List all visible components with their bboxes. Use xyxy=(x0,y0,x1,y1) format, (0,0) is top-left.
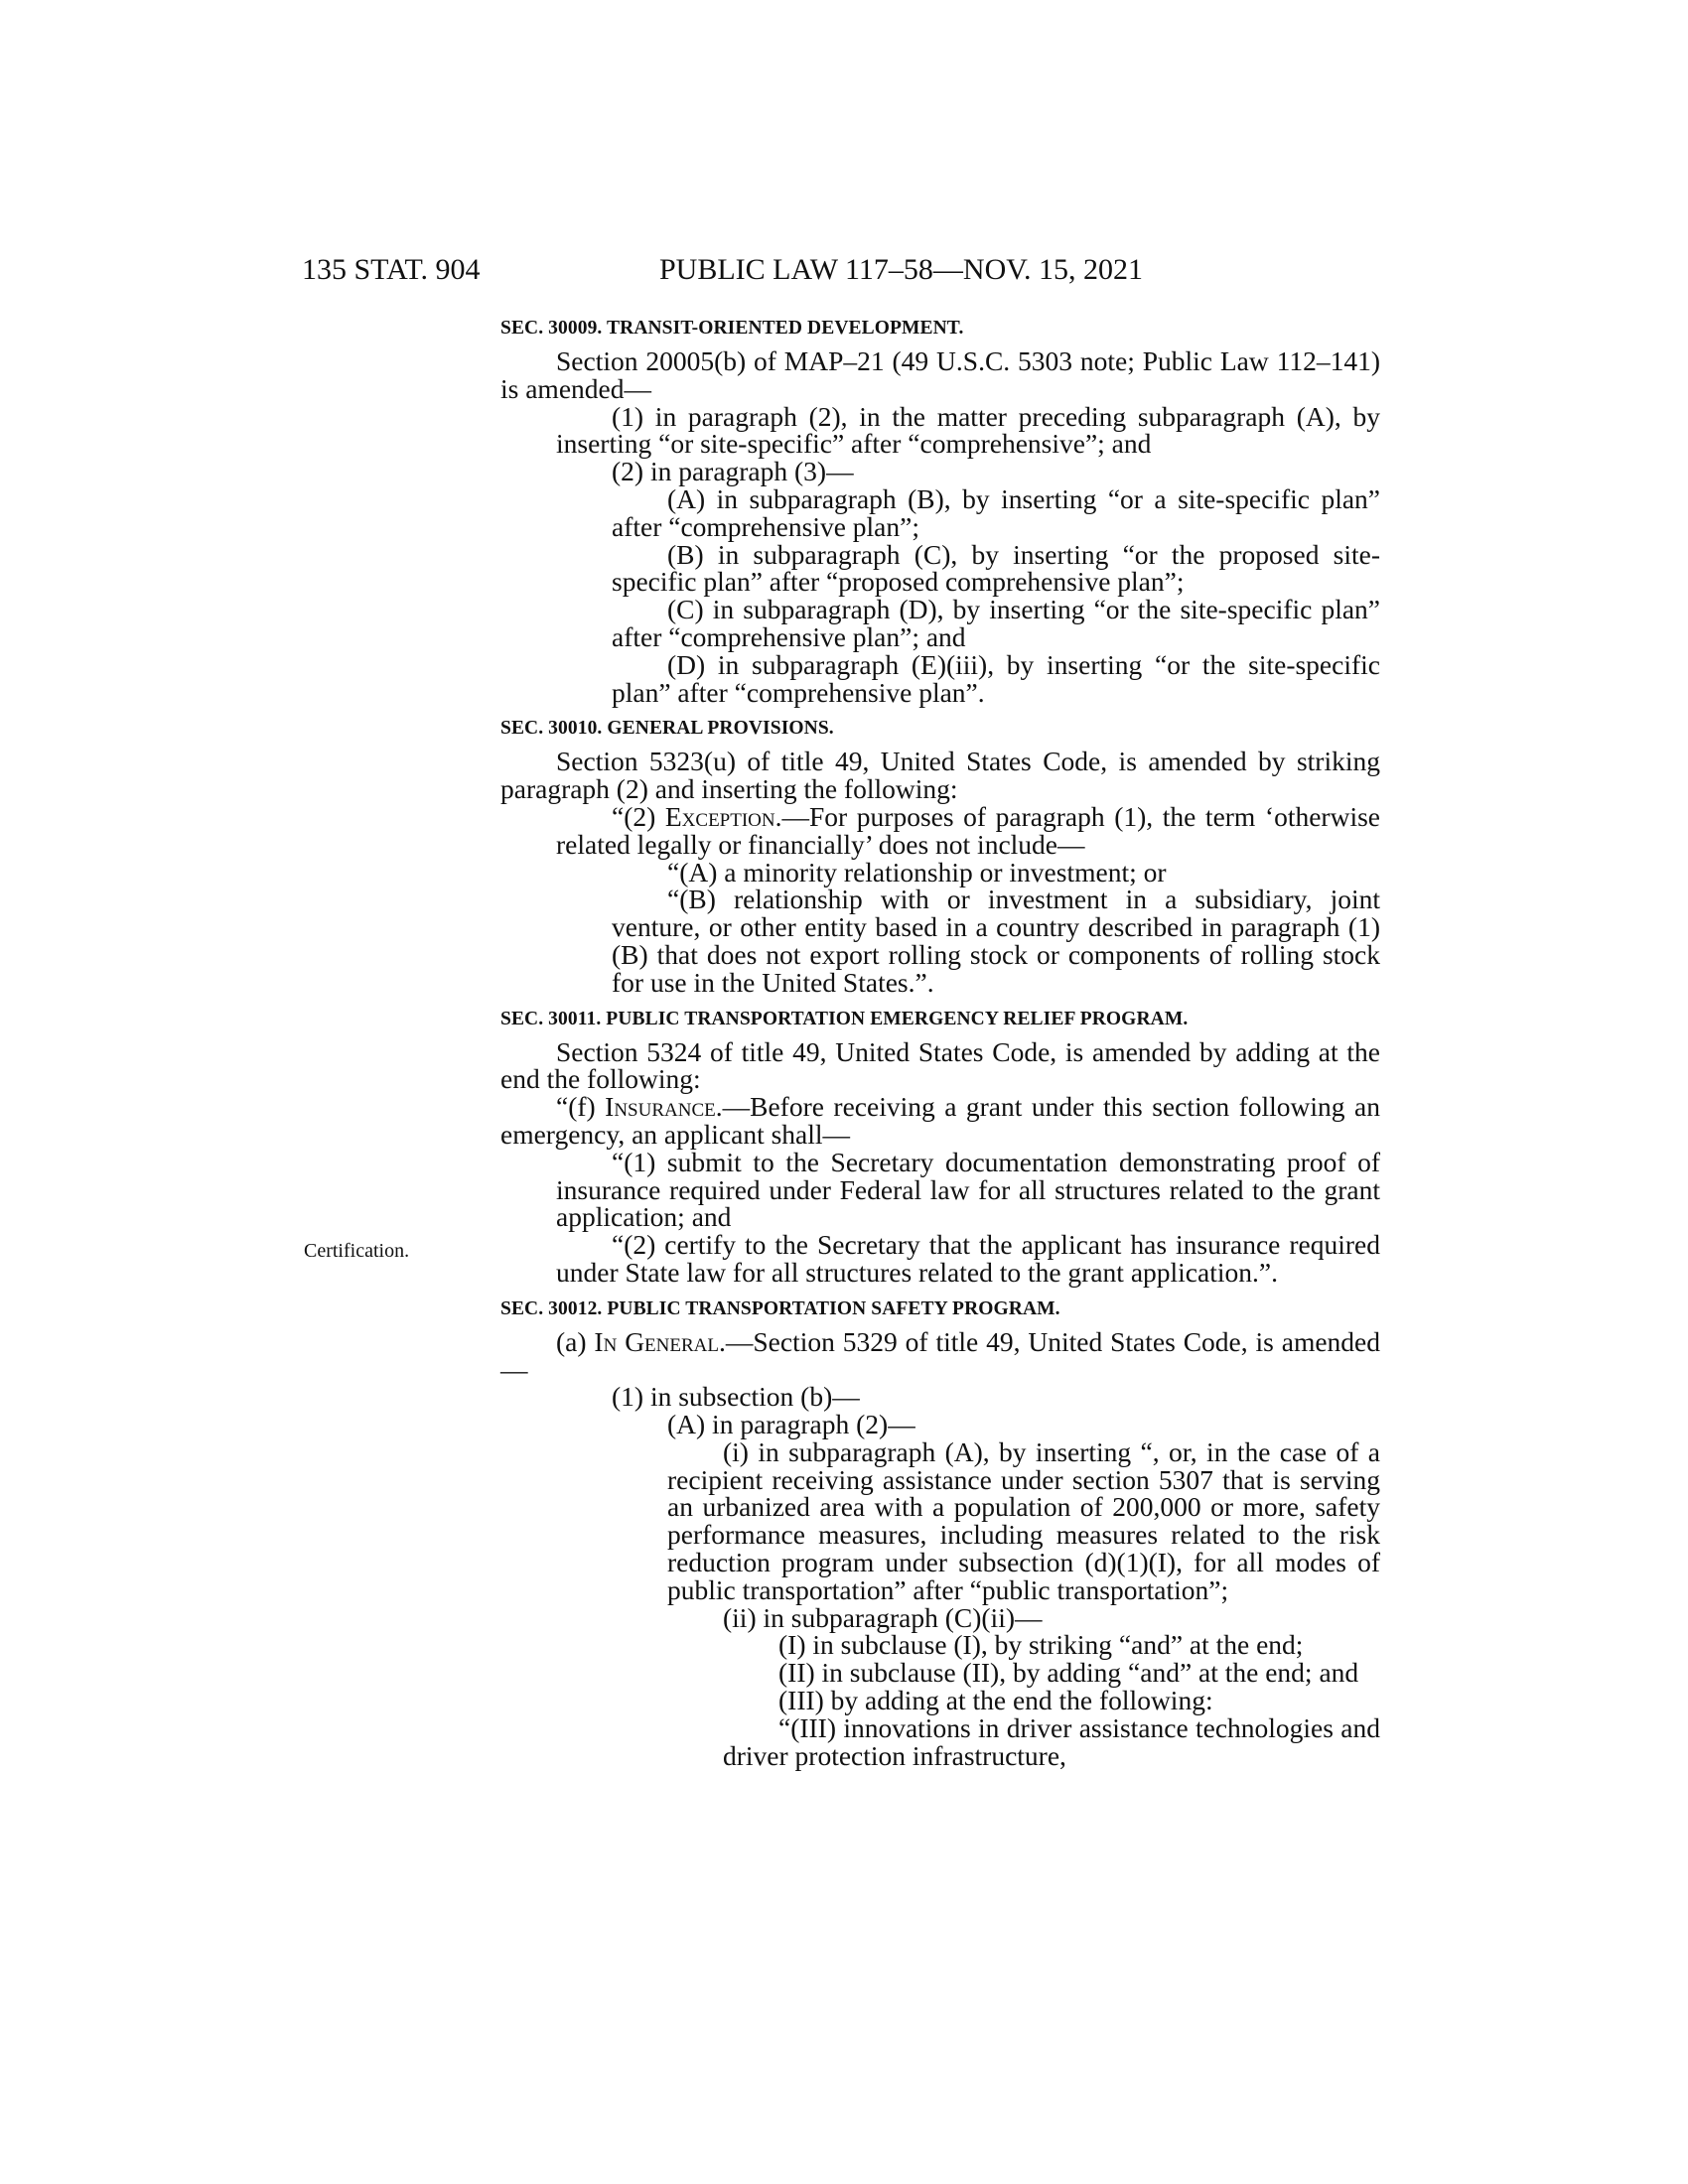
paragraph: “(1) submit to the Secretary documentation demonstrating proof of insurance required under Federal law for all structures related to the grant application; and xyxy=(556,1146,1380,1233)
paragraph: Section 5323(u) of title 49, United States Code, is amended by striking paragraph (2) and inserting the following: xyxy=(500,746,1380,805)
statute-page-number: 135 STAT. 904 xyxy=(302,253,481,286)
paragraph: “(A) a minority relationship or investment; or xyxy=(667,856,1167,887)
paragraph: “(2) certify to the Secretary that the applicant has insurance required under State law for all structures related to the grant application.”. xyxy=(556,1229,1380,1288)
section-heading-30012: SEC. 30012. PUBLIC TRANSPORTATION SAFETY PROGRAM. xyxy=(500,1297,1060,1319)
paragraph: (i) in subparagraph (A), by inserting “, or, in the case of a recipient receiving assistance under section 5307 that is serving an urbanized area with a population of 200,000 or more, safety performance measures, including measures related to the risk reduction program under subsection (d)(1)(I), for all modes of public transportation” after “public transportation”; xyxy=(667,1435,1380,1605)
paragraph: (B) in subparagraph (C), by inserting “or the proposed site-specific plan” after “proposed comprehensive plan”; xyxy=(612,538,1380,598)
paragraph-in-general: (a) In General.—Section 5329 of title 49, United States Code, is amended— xyxy=(500,1325,1380,1385)
paragraph: Section 5324 of title 49, United States Code, is amended by adding at the end the following: xyxy=(500,1035,1380,1095)
paragraph-exception: “(2) Exception.—For purposes of paragraph (1), the term ‘otherwise related legally or financially’ does not include— xyxy=(556,800,1380,860)
paragraph: (D) in subparagraph (E)(iii), by inserting “or the site-specific plan” after “comprehensive plan”. xyxy=(612,648,1380,708)
paragraph-insurance: “(f) Insurance.—Before receiving a grant under this section following an emergency, an applicant shall— xyxy=(500,1091,1380,1150)
paragraph: Section 20005(b) of MAP–21 (49 U.S.C. 5303 note; Public Law 112–141) is amended— xyxy=(500,345,1380,404)
paragraph: (1) in subsection (b)— xyxy=(612,1381,860,1413)
page-header xyxy=(302,250,1380,290)
paragraph: (II) in subclause (II), by adding “and” at the end; and xyxy=(778,1657,1359,1689)
paragraph: (III) by adding at the end the following: xyxy=(778,1685,1213,1716)
paragraph: (ii) in subparagraph (C)(ii)— xyxy=(723,1601,1043,1633)
paragraph: “(B) relationship with or investment in a subsidiary, joint venture, or other entity based in a country described in paragraph (1)(B) that does not export rolling stock or components of rolling stock for use in the United States.”. xyxy=(612,884,1380,998)
paragraph: “(III) innovations in driver assistance technologies and driver protection infrastructure, xyxy=(723,1711,1380,1771)
paragraph: (A) in paragraph (2)— xyxy=(667,1409,915,1440)
paragraph: (2) in paragraph (3)— xyxy=(612,456,854,487)
section-heading-30011: SEC. 30011. PUBLIC TRANSPORTATION EMERGENCY RELIEF PROGRAM. xyxy=(500,1008,1189,1029)
paragraph: (1) in paragraph (2), in the matter preceding subparagraph (A), by inserting “or site-specific” after “comprehensive”; and xyxy=(556,400,1380,460)
paragraph: (I) in subclause (I), by striking “and” at the end; xyxy=(778,1629,1304,1661)
running-title: PUBLIC LAW 117–58—NOV. 15, 2021 xyxy=(659,253,1144,286)
section-heading-30010: SEC. 30010. GENERAL PROVISIONS. xyxy=(500,718,834,740)
paragraph: (A) in subparagraph (B), by inserting “or a site-specific plan” after “comprehensive plan”; xyxy=(612,482,1380,542)
paragraph: (C) in subparagraph (D), by inserting “or the site-specific plan” after “comprehensive plan”; and xyxy=(612,594,1380,652)
document-body xyxy=(500,316,1380,1769)
margin-note-certification: Certification. xyxy=(304,1240,410,1262)
section-heading-30009: SEC. 30009. TRANSIT-ORIENTED DEVELOPMENT. xyxy=(500,318,964,339)
